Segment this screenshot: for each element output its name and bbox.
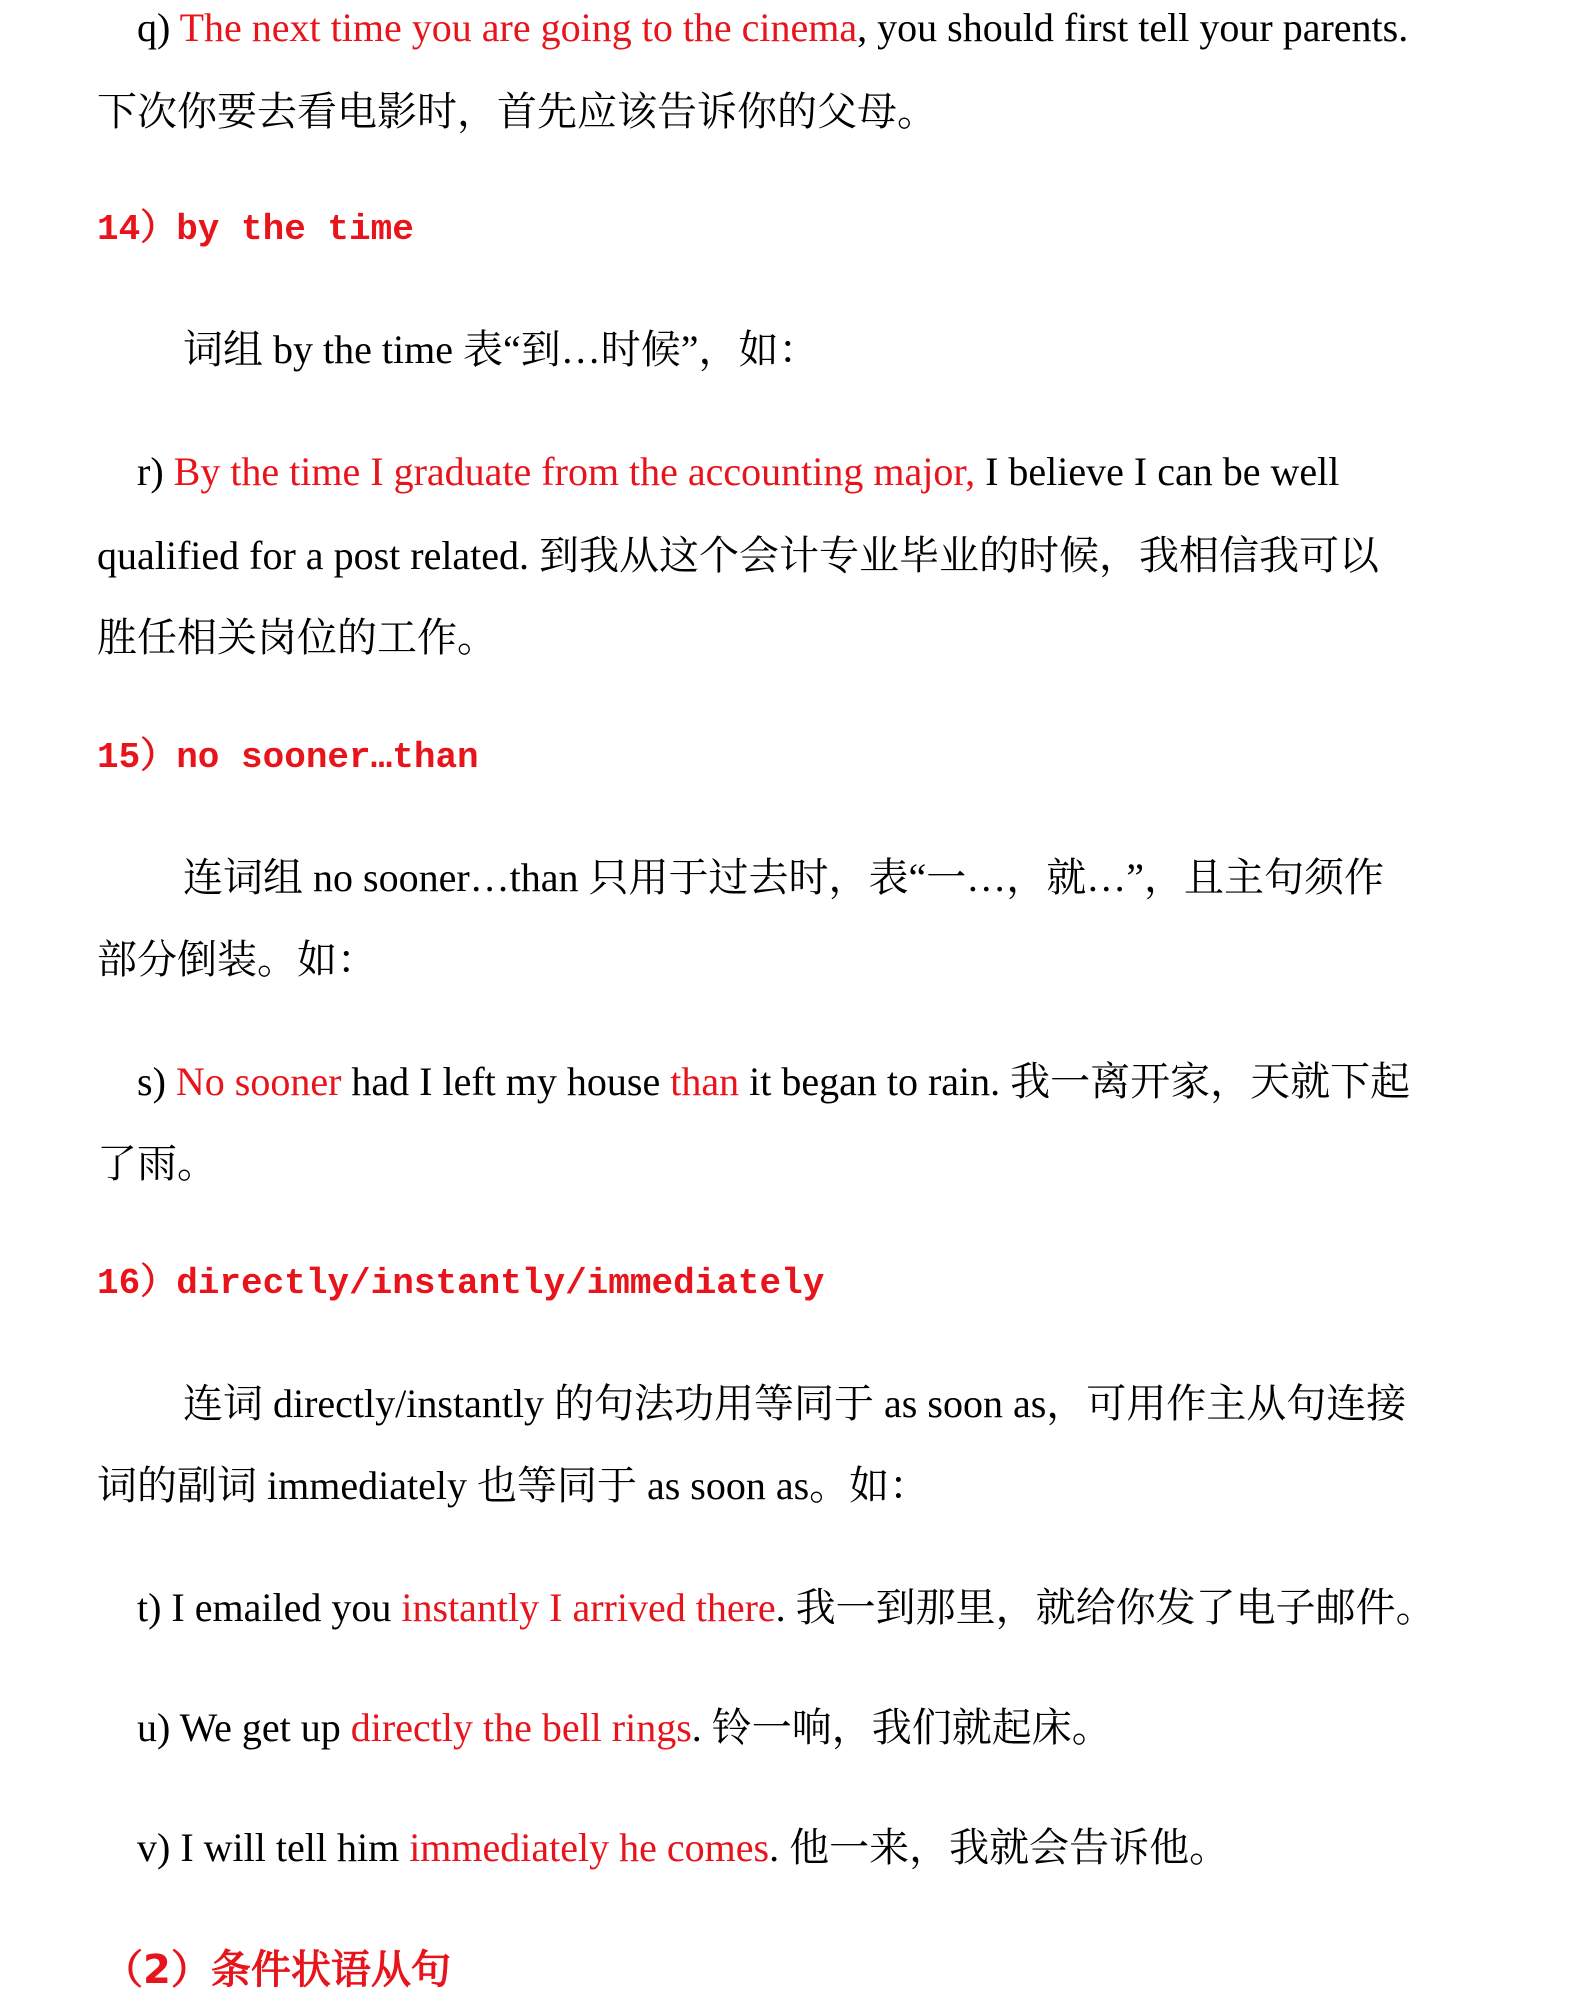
section-15-explanation-line1: 连词组 no sooner…than 只用于过去时，表“一…，就…”，且主句须作	[183, 855, 1385, 900]
section-16-explanation-line1: 连词 directly/instantly 的句法功用等同于 as soon as，可用作主从句连接	[183, 1381, 1407, 1426]
example-q-highlight: The next time you are going to the cinema	[179, 5, 858, 50]
example-q	[137, 2, 1492, 54]
example-r-line3: 胜任相关岗位的工作。	[97, 615, 497, 660]
example-t	[137, 1582, 1492, 1634]
example-v-highlight: immediately he comes	[409, 1825, 770, 1870]
example-s-marker: s)	[137, 1059, 176, 1104]
example-s-highlight-2: than	[670, 1059, 740, 1104]
example-u-highlight: directly the bell rings	[350, 1705, 692, 1750]
example-r-rest: I believe I can be well	[975, 449, 1340, 494]
example-v-marker: v) I will tell him	[137, 1825, 410, 1870]
example-t-marker: t) I emailed you	[137, 1585, 402, 1630]
example-t-highlight: instantly I arrived there	[401, 1585, 776, 1630]
section-16-explanation-line2: 词的副词 immediately 也等同于 as soon as。如：	[97, 1463, 930, 1508]
example-q-rest: , you should first tell your parents.	[857, 5, 1409, 50]
example-r-highlight: By the time I graduate from the accounting major,	[173, 449, 976, 494]
example-s-highlight-1: No sooner	[175, 1059, 342, 1104]
example-r-line2: qualified for a post related. 到我从这个会计专业毕业的时候，我相信我可以	[97, 533, 1380, 578]
section-2-heading: （2）条件状语从句	[103, 1947, 451, 1993]
example-u-marker: u) We get up	[137, 1705, 351, 1750]
example-s-line2: 了雨。	[97, 1141, 217, 1186]
section-16-heading: 16）directly/instantly/immediately	[97, 1263, 825, 1304]
example-t-rest: . 我一到那里，就给你发了电子邮件。	[775, 1585, 1436, 1630]
section-15-heading: 15）no sooner…than	[97, 737, 479, 778]
example-r-marker: r)	[137, 449, 174, 494]
example-q-translation: 下次你要去看电影时，首先应该告诉你的父母。	[97, 89, 937, 134]
example-u-rest: . 铃一响，我们就起床。	[691, 1705, 1112, 1750]
example-v	[137, 1822, 1492, 1874]
example-u	[137, 1702, 1492, 1754]
section-14-explanation: 词组 by the time 表“到…时候”，如：	[183, 327, 819, 372]
example-r	[137, 446, 1492, 498]
example-q-marker: q)	[137, 5, 180, 50]
section-15-explanation-line2: 部分倒装。如：	[97, 937, 377, 982]
section-14-heading: 14）by the time	[97, 209, 414, 250]
example-s-mid: had I left my house	[341, 1059, 671, 1104]
example-v-rest: . 他一来，我就会告诉他。	[769, 1825, 1230, 1870]
example-s	[137, 1056, 1492, 1108]
example-s-rest: it began to rain. 我一离开家，天就下起	[739, 1059, 1411, 1104]
